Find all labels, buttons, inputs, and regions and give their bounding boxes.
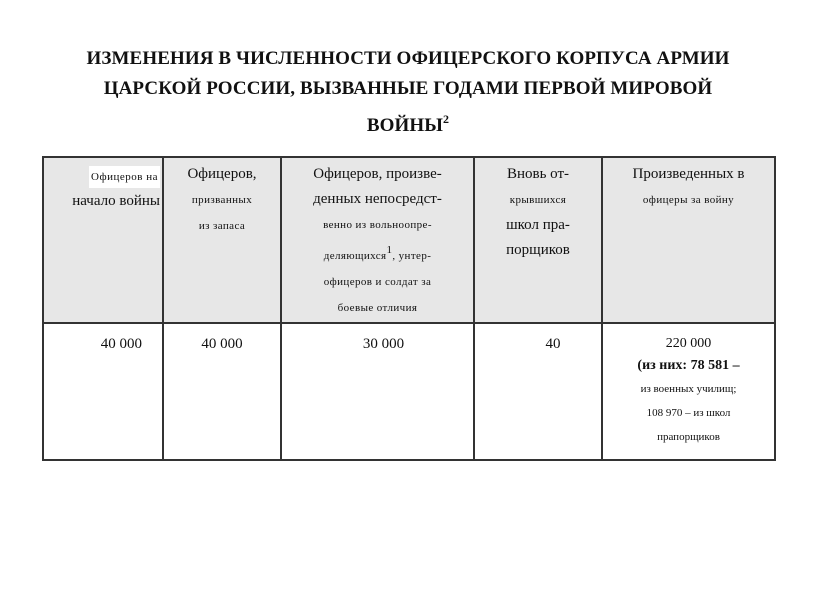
table-row [43,323,775,460]
header-officers-reserve: Офицеров, призванных из запаса [163,157,281,323]
title-line-1: ИЗМЕНЕНИЯ В ЧИСЛЕННОСТИ ОФИЦЕРСКОГО КОРПУСА АРМИИ [86,48,730,69]
header-officers-start: Офицеров на начало войны [43,157,163,323]
header-promoted-war: Произведенных в офицеры за войну [602,157,775,323]
cell-new-schools: 40 [474,323,602,460]
cell-officers-start: 40 000 [43,323,163,460]
header-new-schools: Вновь от- крывшихся школ пра- порщиков [474,157,602,323]
title-line-2: ЦАРСКОЙ РОССИИ, ВЫЗВАННЫЕ ГОДАМИ ПЕРВОЙ МИРОВОЙ [103,78,713,99]
officer-corps-table [42,156,776,461]
table-header-row [43,157,775,323]
document-title [30,44,786,141]
cell-officers-reserve: 40 000 [163,323,281,460]
title-footnote: 2 [443,112,450,126]
cell-promoted-war: 220 000 (из них: 78 581 – из военных училищ; 108 970 – из школ прапорщиков [602,323,775,460]
header-officers-promoted: Офицеров, произве- денных непосредст- венно из вольноопре- деляющихся$^1$, унтер- офицеров и солдат за боевые отличия [281,157,474,323]
title-line-3: ВОЙНЫ$^2$ [366,112,450,136]
cell-officers-promoted: 30 000 [281,323,474,460]
